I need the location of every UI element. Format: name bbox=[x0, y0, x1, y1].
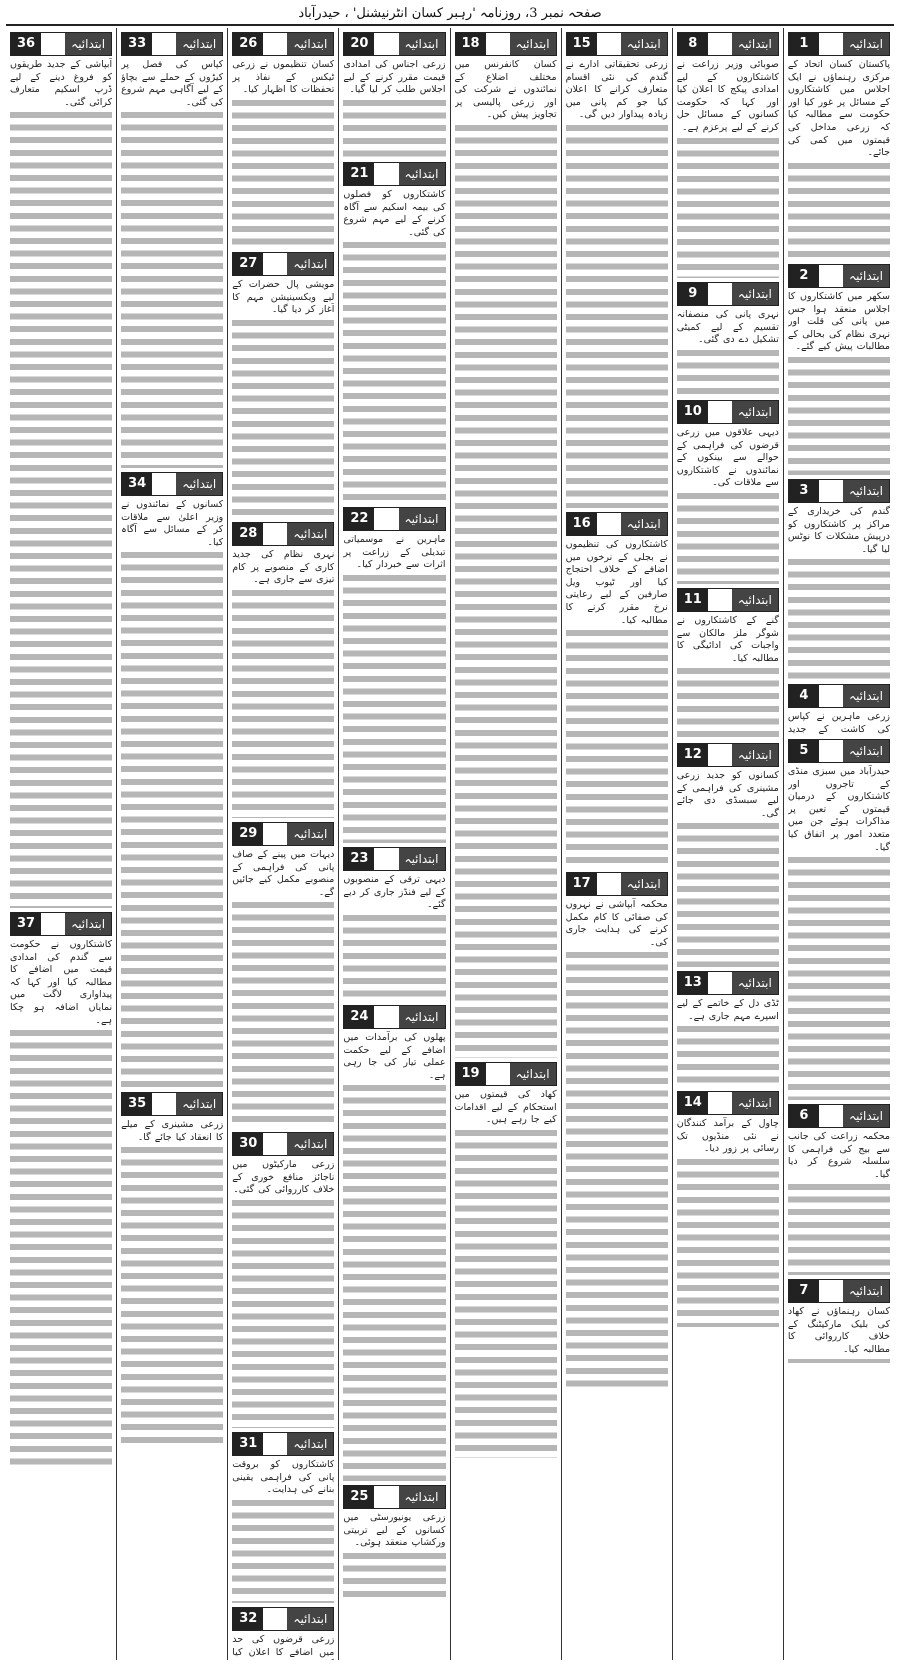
item-number: 10 bbox=[678, 401, 708, 423]
text-block-filler bbox=[566, 627, 668, 868]
item-tag: ابتدائیہ bbox=[732, 1092, 778, 1114]
news-item-15 bbox=[566, 28, 668, 508]
text-block-filler bbox=[232, 1197, 334, 1428]
item-number: 15 bbox=[567, 33, 597, 55]
item-header bbox=[232, 822, 334, 846]
item-number: 12 bbox=[678, 744, 708, 766]
item-header-bar bbox=[708, 972, 732, 994]
item-header bbox=[232, 1432, 334, 1456]
item-header bbox=[677, 1091, 779, 1115]
item-header-bar bbox=[374, 508, 398, 530]
item-text: کاشتکاروں کو فصلوں کی بیمہ اسکیم سے آگاہ کرنے کے لیے مہم شروع کی گئی۔ bbox=[343, 189, 446, 238]
news-item-8 bbox=[677, 28, 779, 278]
item-header bbox=[788, 1104, 890, 1128]
item-text: کسان تنظیموں نے زرعی ٹیکس کے نفاذ پر تحفظات کا اظہار کیا۔ bbox=[232, 59, 335, 96]
item-header-bar bbox=[819, 740, 843, 762]
item-tag: ابتدائیہ bbox=[732, 744, 778, 766]
item-tag: ابتدائیہ bbox=[843, 1105, 889, 1127]
item-text: محکمہ آبپاشی نے نہروں کی صفائی کا کام مکمل کرنے کی ہدایت جاری کی۔ bbox=[565, 899, 668, 948]
item-text: کاشتکاروں کو بروقت پانی کی فراہمی یقینی بنانے کی ہدایت۔ bbox=[232, 1459, 335, 1496]
text-block-filler bbox=[343, 572, 445, 843]
item-number: 29 bbox=[233, 823, 263, 845]
news-column-2 bbox=[672, 28, 783, 1660]
news-item-11 bbox=[677, 584, 779, 739]
item-header-bar bbox=[486, 33, 510, 55]
item-header-bar bbox=[708, 33, 732, 55]
item-number: 9 bbox=[678, 283, 708, 305]
item-text: زرعی اجناس کی امدادی قیمت مقرر کرنے کے لیے اجلاس طلب کر لیا گیا۔ bbox=[343, 59, 446, 96]
item-header bbox=[10, 912, 112, 936]
news-column-5 bbox=[338, 28, 449, 1660]
item-number: 34 bbox=[122, 473, 152, 495]
item-number: 5 bbox=[789, 740, 819, 762]
item-header bbox=[788, 264, 890, 288]
news-item-34 bbox=[121, 468, 223, 1088]
item-header bbox=[343, 507, 445, 531]
item-header bbox=[566, 872, 668, 896]
item-header-bar bbox=[374, 1486, 398, 1508]
news-item-35 bbox=[121, 1088, 223, 1448]
columns-container bbox=[6, 28, 894, 1660]
news-item-7 bbox=[788, 1275, 890, 1363]
item-text: زرعی مارکیٹوں میں ناجائز منافع خوری کے خلاف کارروائی کی گئی۔ bbox=[232, 1159, 335, 1196]
text-block-filler bbox=[232, 1497, 334, 1603]
item-number: 13 bbox=[678, 972, 708, 994]
item-tag: ابتدائیہ bbox=[732, 401, 778, 423]
item-header-bar bbox=[597, 33, 621, 55]
item-text: ماہرین نے موسمیاتی تبدیلی کے زراعت پر اثرات سے خبردار کیا۔ bbox=[343, 534, 446, 571]
item-text: مویشی پال حضرات کے لیے ویکسینیشن مہم کا آغاز کر دیا گیا۔ bbox=[232, 279, 335, 316]
text-block-filler bbox=[232, 97, 334, 248]
item-text: نہری پانی کی منصفانہ تقسیم کے لیے کمیٹی تشکیل دے دی گئی۔ bbox=[676, 309, 779, 346]
text-block-filler bbox=[455, 1127, 557, 1458]
item-header bbox=[455, 32, 557, 56]
news-item-36 bbox=[10, 28, 112, 908]
item-header bbox=[121, 472, 223, 496]
item-header bbox=[343, 162, 445, 186]
item-number: 20 bbox=[344, 33, 374, 55]
item-tag: ابتدائیہ bbox=[176, 1093, 222, 1115]
item-text: کسان رہنماؤں نے کھاد کی بلیک مارکیٹنگ کے خلاف کارروائی کا مطالبہ کیا۔ bbox=[787, 1306, 890, 1355]
item-tag: ابتدائیہ bbox=[287, 253, 333, 275]
item-text: ٹڈی دل کے خاتمے کے لیے اسپرے مہم جاری ہے۔ bbox=[676, 998, 779, 1022]
news-item-19 bbox=[455, 1058, 557, 1458]
news-item-33 bbox=[121, 28, 223, 468]
text-block-filler bbox=[121, 549, 223, 1088]
item-header bbox=[677, 400, 779, 424]
item-header-bar bbox=[263, 823, 287, 845]
item-tag: ابتدائیہ bbox=[510, 1063, 556, 1085]
news-item-28 bbox=[232, 518, 334, 818]
item-tag: ابتدائیہ bbox=[287, 823, 333, 845]
item-header-bar bbox=[263, 1608, 287, 1630]
item-number: 32 bbox=[233, 1608, 263, 1630]
news-item-12 bbox=[677, 739, 779, 967]
item-tag: ابتدائیہ bbox=[399, 163, 445, 185]
item-tag: ابتدائیہ bbox=[399, 848, 445, 870]
item-header bbox=[677, 971, 779, 995]
text-block-filler bbox=[232, 587, 334, 818]
news-item-2 bbox=[788, 260, 890, 475]
item-header-bar bbox=[597, 873, 621, 895]
item-tag: ابتدائیہ bbox=[399, 508, 445, 530]
text-block-filler bbox=[121, 1144, 223, 1448]
item-number: 36 bbox=[11, 33, 41, 55]
item-number: 26 bbox=[233, 33, 263, 55]
item-header bbox=[232, 252, 334, 276]
item-header-bar bbox=[263, 1433, 287, 1455]
item-text: دیہات میں پینے کے صاف پانی کی فراہمی کے منصوبے مکمل کیے جائیں گے۔ bbox=[232, 849, 335, 898]
item-number: 25 bbox=[344, 1486, 374, 1508]
item-number: 1 bbox=[789, 33, 819, 55]
item-tag: ابتدائیہ bbox=[843, 265, 889, 287]
text-block-filler bbox=[788, 1181, 890, 1275]
item-header-bar bbox=[374, 1006, 398, 1028]
item-header-bar bbox=[708, 589, 732, 611]
item-tag: ابتدائیہ bbox=[843, 740, 889, 762]
text-block-filler bbox=[343, 1082, 445, 1481]
item-tag: ابتدائیہ bbox=[399, 1006, 445, 1028]
item-header-bar bbox=[263, 523, 287, 545]
item-header bbox=[343, 32, 445, 56]
item-text: گندم کی خریداری کے مراکز پر کاشتکاروں کو درپیش مشکلات کا نوٹس لیا گیا۔ bbox=[787, 506, 890, 555]
item-header bbox=[232, 32, 334, 56]
item-number: 23 bbox=[344, 848, 374, 870]
text-block-filler bbox=[677, 1023, 779, 1087]
item-text: صوبائی وزیر زراعت نے کاشتکاروں کے لیے امدادی پیکج کا اعلان کیا اور کہا کہ حکومت کسانوں کے مسائل حل کرنے کے لیے پرعزم ہے۔ bbox=[676, 59, 779, 133]
item-tag: ابتدائیہ bbox=[843, 685, 889, 707]
news-item-1 bbox=[788, 28, 890, 260]
item-text: پاکستان کسان اتحاد کے مرکزی رہنماؤں نے ایک اجلاس میں کاشتکاروں کے مسائل پر غور کیا اور حکومت سے مطالبہ کیا کہ زرعی مداخل کی قیمتوں میں کمی کی جائے۔ bbox=[787, 59, 890, 159]
item-header-bar bbox=[819, 685, 843, 707]
item-header bbox=[232, 522, 334, 546]
item-tag: ابتدائیہ bbox=[287, 523, 333, 545]
item-header bbox=[343, 847, 445, 871]
item-tag: ابتدائیہ bbox=[732, 283, 778, 305]
item-tag: ابتدائیہ bbox=[510, 33, 556, 55]
item-header-bar bbox=[263, 253, 287, 275]
item-text: کاشتکاروں نے حکومت سے گندم کی امدادی قیمت میں اضافے کا مطالبہ کیا اور کہا کہ پیداواری لاگت میں نمایاں اضافہ ہو چکا ہے۔ bbox=[10, 939, 113, 1026]
news-item-14 bbox=[677, 1087, 779, 1327]
item-tag: ابتدائیہ bbox=[65, 913, 111, 935]
item-tag: ابتدائیہ bbox=[843, 480, 889, 502]
news-item-25 bbox=[343, 1481, 445, 1601]
news-item-13 bbox=[677, 967, 779, 1087]
item-tag: ابتدائیہ bbox=[732, 33, 778, 55]
news-item-27 bbox=[232, 248, 334, 518]
item-text: زرعی ماہرین نے کپاس کی کاشت کے جدید bbox=[787, 711, 890, 735]
item-header bbox=[677, 743, 779, 767]
item-tag: ابتدائیہ bbox=[843, 1280, 889, 1302]
item-text: زرعی تحقیقاتی ادارے نے گندم کی نئی اقسام متعارف کرانے کا اعلان کیا جو کم پانی میں زیادہ پیداوار دیں گی۔ bbox=[565, 59, 668, 121]
item-header bbox=[788, 32, 890, 56]
item-header-bar bbox=[486, 1063, 510, 1085]
item-tag: ابتدائیہ bbox=[287, 33, 333, 55]
news-item-23 bbox=[343, 843, 445, 1001]
item-header-bar bbox=[819, 480, 843, 502]
item-text: زرعی مشینری کے میلے کا انعقاد کیا جائے گا۔ bbox=[121, 1119, 224, 1143]
text-block-filler bbox=[343, 97, 445, 158]
item-tag: ابتدائیہ bbox=[287, 1433, 333, 1455]
item-header-bar bbox=[708, 744, 732, 766]
item-header-bar bbox=[819, 1280, 843, 1302]
news-item-29 bbox=[232, 818, 334, 1128]
item-header-bar bbox=[152, 473, 176, 495]
news-item-26 bbox=[232, 28, 334, 248]
item-header bbox=[232, 1607, 334, 1631]
item-tag: ابتدائیہ bbox=[621, 513, 667, 535]
text-block-filler bbox=[232, 899, 334, 1128]
item-header bbox=[788, 739, 890, 763]
item-header bbox=[677, 282, 779, 306]
text-block-filler bbox=[343, 1550, 445, 1601]
item-text: محکمہ زراعت کی جانب سے بیج کی فراہمی کا سلسلہ شروع کر دیا گیا۔ bbox=[787, 1131, 890, 1180]
item-header bbox=[566, 32, 668, 56]
item-tag: ابتدائیہ bbox=[399, 1486, 445, 1508]
item-header-bar bbox=[41, 33, 65, 55]
item-number: 33 bbox=[122, 33, 152, 55]
item-text: کپاس کی فصل پر کیڑوں کے حملے سے بچاؤ کے لیے آگاہی مہم شروع کی گئی۔ bbox=[121, 59, 224, 108]
news-item-20 bbox=[343, 28, 445, 158]
item-number: 7 bbox=[789, 1280, 819, 1302]
item-tag: ابتدائیہ bbox=[621, 873, 667, 895]
item-text: پھلوں کی برآمدات میں اضافے کے لیے حکمت عملی تیار کی جا رہی ہے۔ bbox=[343, 1032, 446, 1081]
item-text: کھاد کی قیمتوں میں استحکام کے لیے اقدامات کیے جا رہے ہیں۔ bbox=[454, 1089, 557, 1126]
item-header-bar bbox=[708, 283, 732, 305]
item-number: 24 bbox=[344, 1006, 374, 1028]
item-text: کسانوں کو جدید زرعی مشینری کی فراہمی کے لیے سبسڈی دی جائے گی۔ bbox=[676, 770, 779, 819]
news-item-37 bbox=[10, 908, 112, 1468]
news-item-22 bbox=[343, 503, 445, 843]
news-item-3 bbox=[788, 475, 890, 680]
text-block-filler bbox=[788, 354, 890, 475]
text-block-filler bbox=[455, 122, 557, 1058]
text-block-filler bbox=[232, 317, 334, 518]
item-header-bar bbox=[708, 401, 732, 423]
item-header bbox=[455, 1062, 557, 1086]
item-tag: ابتدائیہ bbox=[65, 33, 111, 55]
item-header bbox=[343, 1005, 445, 1029]
news-item-6 bbox=[788, 1100, 890, 1275]
item-number: 11 bbox=[678, 589, 708, 611]
item-tag: ابتدائیہ bbox=[176, 473, 222, 495]
item-text: زرعی یونیورسٹی میں کسانوں کے لیے تربیتی ورکشاپ منعقد ہوئی۔ bbox=[343, 1512, 446, 1549]
news-item-21 bbox=[343, 158, 445, 503]
text-block-filler bbox=[788, 854, 890, 1100]
item-text: کسان کانفرنس میں مختلف اضلاع کے نمائندوں نے شرکت کی اور زرعی پالیسی پر تجاویز پیش کیں۔ bbox=[454, 59, 557, 121]
item-header-bar bbox=[819, 265, 843, 287]
item-number: 30 bbox=[233, 1133, 263, 1155]
text-block-filler bbox=[788, 556, 890, 680]
news-item-17 bbox=[566, 868, 668, 1388]
item-header bbox=[788, 1279, 890, 1303]
item-number: 27 bbox=[233, 253, 263, 275]
item-tag: ابتدائیہ bbox=[843, 33, 889, 55]
item-header bbox=[788, 479, 890, 503]
item-header-bar bbox=[708, 1092, 732, 1114]
item-tag: ابتدائیہ bbox=[732, 589, 778, 611]
news-column-1 bbox=[783, 28, 894, 1660]
news-item-31 bbox=[232, 1428, 334, 1603]
text-block-filler bbox=[677, 135, 779, 278]
item-number: 31 bbox=[233, 1433, 263, 1455]
text-block-filler bbox=[677, 1156, 779, 1327]
item-text: کسانوں کے نمائندوں نے وزیر اعلیٰ سے ملاقات کر کے مسائل سے آگاہ کیا۔ bbox=[121, 499, 224, 548]
news-item-4 bbox=[788, 680, 890, 735]
page-masthead: صفحہ نمبر 3، روزنامہ 'رہبر کسان انٹرنیشنل' ، حیدرآباد bbox=[6, 4, 894, 26]
item-header bbox=[10, 32, 112, 56]
item-number: 14 bbox=[678, 1092, 708, 1114]
item-header-bar bbox=[41, 913, 65, 935]
news-column-7 bbox=[116, 28, 227, 1660]
item-header bbox=[677, 588, 779, 612]
item-header bbox=[566, 512, 668, 536]
news-column-6 bbox=[227, 28, 338, 1660]
item-text: آبپاشی کے جدید طریقوں کو فروغ دینے کے لیے ڈرپ اسکیم متعارف کرائی گئی۔ bbox=[10, 59, 113, 108]
news-column-8 bbox=[6, 28, 116, 1660]
item-text: دیہی علاقوں میں زرعی قرضوں کی فراہمی کے حوالے سے بینکوں کے نمائندوں نے کاشتکاروں سے ملاقات کی۔ bbox=[676, 427, 779, 489]
text-block-filler bbox=[677, 347, 779, 396]
item-number: 19 bbox=[456, 1063, 486, 1085]
item-text: حیدرآباد میں سبزی منڈی کے تاجروں اور کاشتکاروں کے درمیان قیمتوں کے تعین پر مذاکرات ہوئے جن میں متعدد امور پر اتفاق کیا گیا۔ bbox=[787, 766, 890, 853]
item-header bbox=[788, 684, 890, 708]
item-header bbox=[232, 1132, 334, 1156]
news-item-5 bbox=[788, 735, 890, 1100]
text-block-filler bbox=[343, 239, 445, 503]
text-block-filler bbox=[10, 109, 112, 908]
item-text: سکھر میں کاشتکاروں کا اجلاس منعقد ہوا جس میں پانی کی قلت اور نہری نظام کی بحالی کے مطالبات پیش کیے گئے۔ bbox=[787, 291, 890, 353]
text-block-filler bbox=[677, 490, 779, 584]
item-number: 35 bbox=[122, 1093, 152, 1115]
text-block-filler bbox=[343, 912, 445, 1001]
item-number: 4 bbox=[789, 685, 819, 707]
item-header-bar bbox=[152, 33, 176, 55]
item-header bbox=[343, 1485, 445, 1509]
text-block-filler bbox=[677, 665, 779, 739]
text-block-filler bbox=[677, 820, 779, 967]
item-number: 37 bbox=[11, 913, 41, 935]
item-header-bar bbox=[374, 163, 398, 185]
item-header-bar bbox=[597, 513, 621, 535]
item-tag: ابتدائیہ bbox=[176, 33, 222, 55]
item-text: زرعی قرضوں کی حد میں اضافے کا اعلان کیا bbox=[232, 1634, 335, 1658]
item-number: 8 bbox=[678, 33, 708, 55]
item-header bbox=[121, 32, 223, 56]
news-column-3 bbox=[561, 28, 672, 1660]
item-tag: ابتدائیہ bbox=[732, 972, 778, 994]
item-number: 6 bbox=[789, 1105, 819, 1127]
item-number: 17 bbox=[567, 873, 597, 895]
item-header-bar bbox=[263, 33, 287, 55]
text-block-filler bbox=[566, 949, 668, 1388]
item-header-bar bbox=[374, 33, 398, 55]
text-block-filler bbox=[10, 1027, 112, 1468]
item-text: دیہی ترقی کے منصوبوں کے لیے فنڈز جاری کر دیے گئے۔ bbox=[343, 874, 446, 911]
item-header-bar bbox=[152, 1093, 176, 1115]
news-item-24 bbox=[343, 1001, 445, 1481]
item-number: 16 bbox=[567, 513, 597, 535]
news-item-10 bbox=[677, 396, 779, 584]
news-item-16 bbox=[566, 508, 668, 868]
item-number: 22 bbox=[344, 508, 374, 530]
news-item-9 bbox=[677, 278, 779, 396]
item-text: گنے کے کاشتکاروں نے شوگر ملز مالکان سے واجبات کی ادائیگی کا مطالبہ کیا۔ bbox=[676, 615, 779, 664]
item-tag: ابتدائیہ bbox=[399, 33, 445, 55]
item-tag: ابتدائیہ bbox=[287, 1133, 333, 1155]
item-number: 2 bbox=[789, 265, 819, 287]
item-header-bar bbox=[819, 1105, 843, 1127]
item-text: کاشتکاروں کی تنظیموں نے بجلی کے نرخوں میں اضافے کے خلاف احتجاج کیا اور ٹیوب ویل صارفین کے لیے رعایتی نرخ مقرر کرنے کا مطالبہ کیا۔ bbox=[565, 539, 668, 626]
item-number: 21 bbox=[344, 163, 374, 185]
item-number: 28 bbox=[233, 523, 263, 545]
news-item-32 bbox=[232, 1603, 334, 1660]
text-block-filler bbox=[121, 109, 223, 468]
item-header bbox=[121, 1092, 223, 1116]
item-text: نہری نظام کی جدید کاری کے منصوبے پر کام تیزی سے جاری ہے۔ bbox=[232, 549, 335, 586]
text-block-filler bbox=[788, 160, 890, 260]
text-block-filler bbox=[788, 1356, 890, 1363]
item-header-bar bbox=[374, 848, 398, 870]
item-tag: ابتدائیہ bbox=[621, 33, 667, 55]
item-header-bar bbox=[263, 1133, 287, 1155]
news-column-4 bbox=[450, 28, 561, 1660]
item-tag: ابتدائیہ bbox=[287, 1608, 333, 1630]
item-text: چاول کے برآمد کنندگان نے نئی منڈیوں تک رسائی پر زور دیا۔ bbox=[676, 1118, 779, 1155]
news-item-18 bbox=[455, 28, 557, 1058]
item-header-bar bbox=[819, 33, 843, 55]
news-item-30 bbox=[232, 1128, 334, 1428]
item-header bbox=[677, 32, 779, 56]
item-number: 18 bbox=[456, 33, 486, 55]
text-block-filler bbox=[566, 122, 668, 508]
item-number: 3 bbox=[789, 480, 819, 502]
